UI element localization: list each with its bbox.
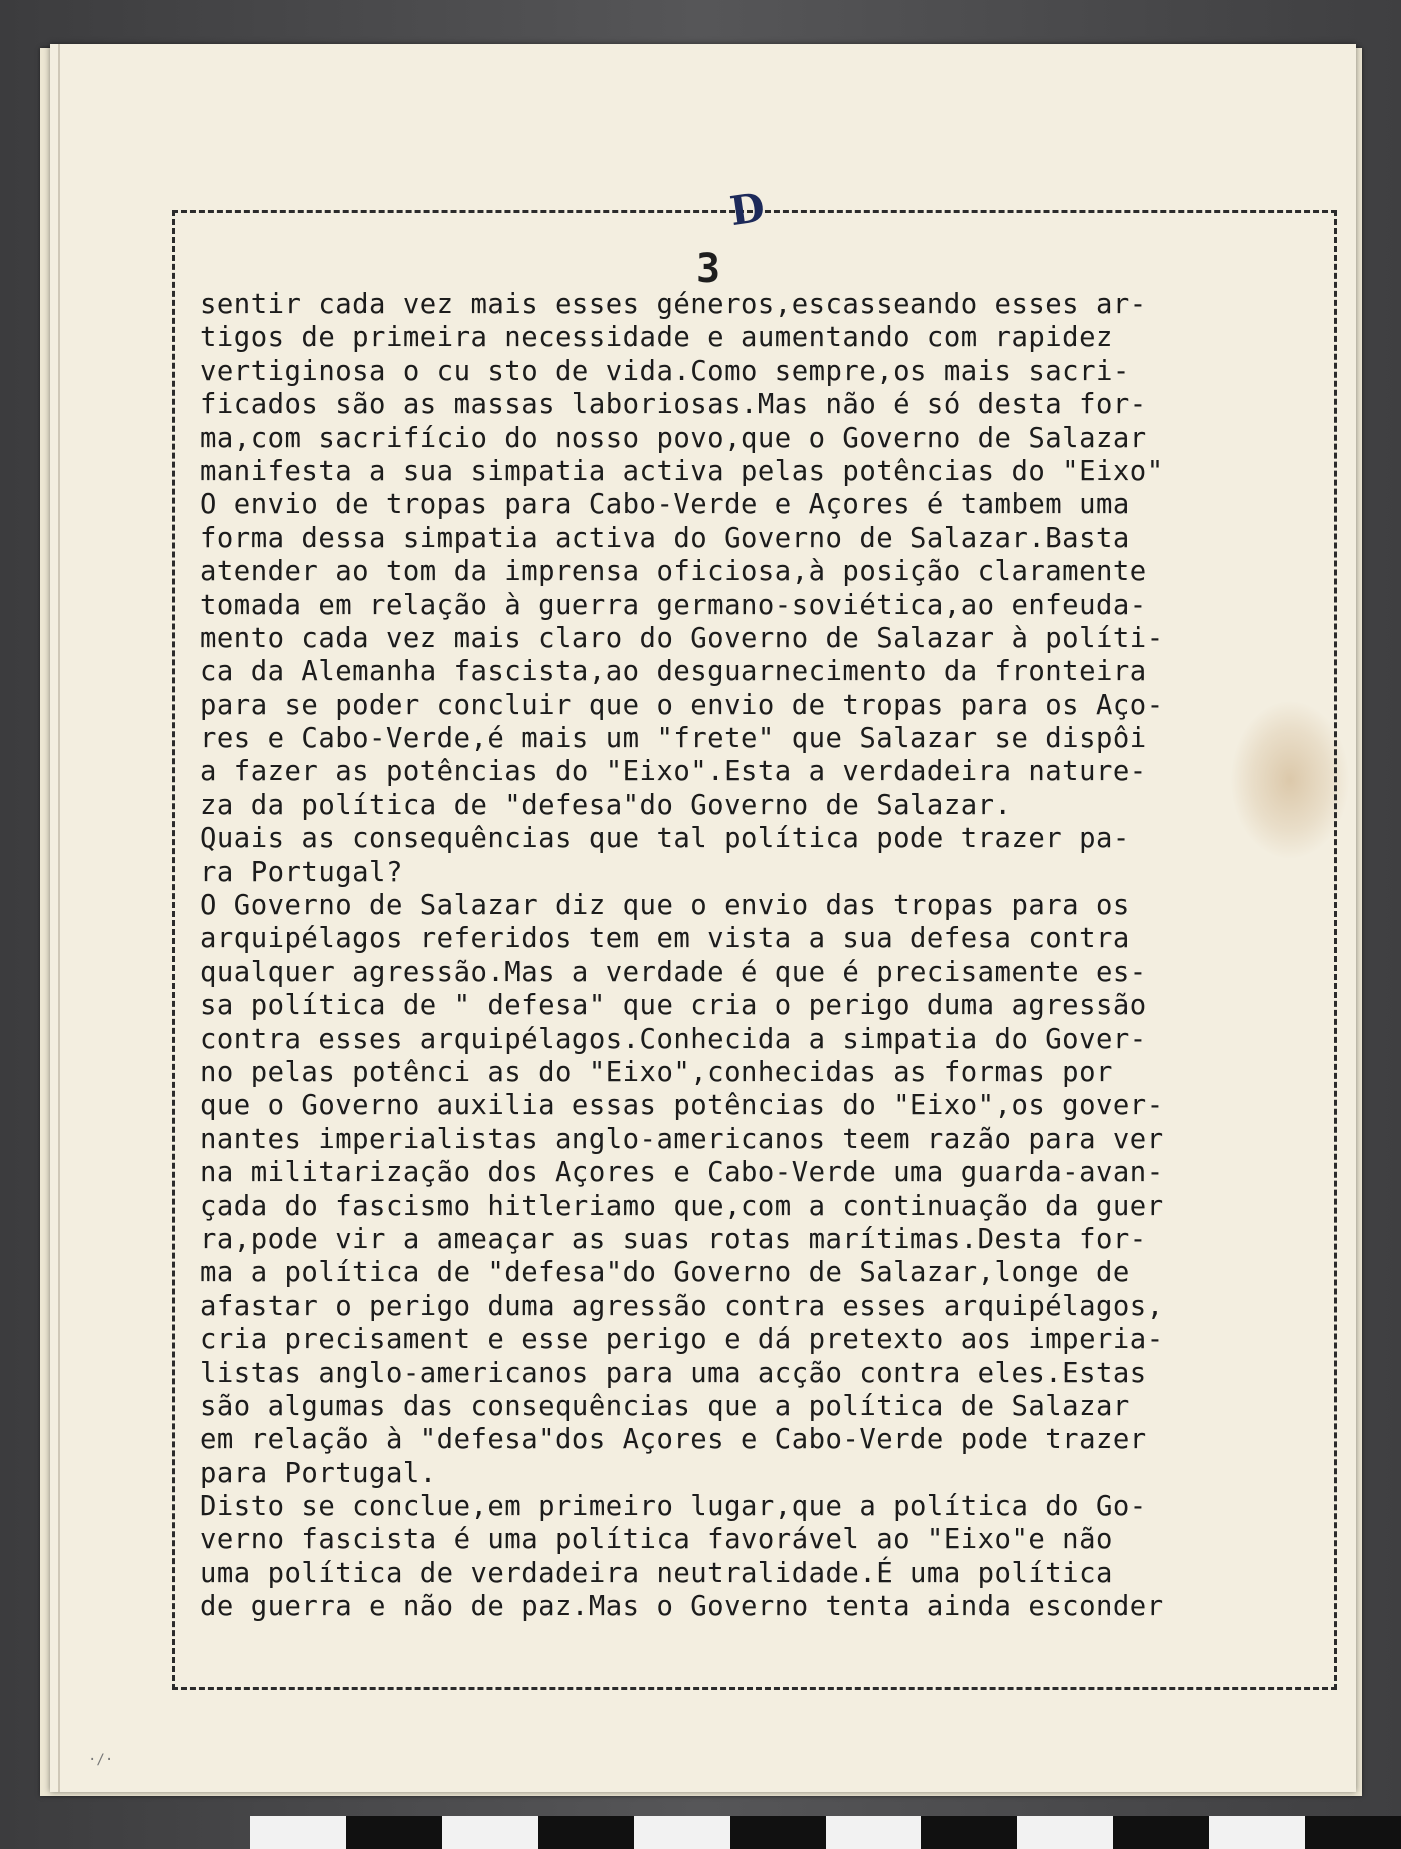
text-line: O Governo de Salazar diz que o envio das tropas para os [200,889,1130,922]
text-line: arquipélagos referidos tem em vista a sua defesa contra [200,922,1130,955]
text-line: contra esses arquipélagos.Conhecida a simpatia do Gover- [200,1022,1147,1055]
text-line: verno fascista é uma política favorável ao "Eixo"e não [200,1523,1113,1556]
text-line: tomada em relação à guerra germano-soviética,ao enfeuda- [200,588,1147,621]
text-line: ma,com sacrifício do nosso povo,que o Governo de Salazar [200,421,1147,454]
text-line: cria precisament e esse perigo e dá pretexto aos imperia- [200,1323,1164,1356]
ruler-segment [250,1816,346,1849]
text-line: manifesta a sua simpatia activa pelas potências do "Eixo" [200,454,1164,487]
text-line: vertiginosa o cu sto de vida.Como sempre,os mais sacri- [200,354,1130,387]
text-line: ra,pode vir a ameaçar as suas rotas marítimas.Desta for- [200,1222,1147,1255]
text-line: que o Governo auxilia essas potências do "Eixo",os gover- [200,1089,1164,1122]
typewritten-body [200,288,1330,1624]
text-line: ca da Alemanha fascista,ao desguarnecimento da fronteira [200,655,1147,688]
text-line: para Portugal. [200,1456,437,1489]
text-line: sentir cada vez mais esses géneros,escasseando esses ar- [200,288,1147,320]
paper-edge-shadow [58,44,60,1792]
text-line: qualquer agressão.Mas a verdade é que é precisamente es- [200,955,1147,988]
ruler-segment [1209,1816,1305,1849]
text-line: sa política de " defesa" que cria o perigo duma agressão [200,989,1147,1022]
ruler-segment [730,1816,826,1849]
text-line: za da política de "defesa"do Governo de Salazar. [200,788,1012,821]
ruler-segment [1305,1816,1401,1849]
ruler-segment [826,1816,922,1849]
text-line: nantes imperialistas anglo-americanos teem razão para ver [200,1122,1164,1155]
text-line: ficados são as massas laboriosas.Mas não é só desta for- [200,388,1147,421]
ruler-segment [538,1816,634,1849]
text-line: ma a política de "defesa"do Governo de Salazar,longe de [200,1256,1130,1289]
text-line: Disto se conclue,em primeiro lugar,que a política do Go- [200,1490,1147,1523]
ruler-segment [1113,1816,1209,1849]
page-number: 3 [696,246,721,292]
ruler-segment [346,1816,442,1849]
text-line: Quais as consequências que tal política pode trazer pa- [200,822,1130,855]
text-line: a fazer as potências do "Eixo".Esta a verdadeira nature- [200,755,1147,788]
text-line: na militarização dos Açores e Cabo-Verde uma guarda-avan- [200,1156,1164,1189]
text-line: para se poder concluir que o envio de tropas para os Aço- [200,688,1164,721]
text-line: O envio de tropas para Cabo-Verde e Açores é tambem uma [200,488,1130,521]
text-line: ra Portugal? [200,855,403,888]
handwritten-mark: D [726,183,768,236]
ruler-segment [921,1816,1017,1849]
ruler-segment [1017,1816,1113,1849]
ruler-segment [634,1816,730,1849]
text-line: listas anglo-americanos para uma acção contra eles.Estas [200,1356,1147,1389]
text-line: no pelas potênci as do "Eixo",conhecidas as formas por [200,1055,1113,1088]
text-line: em relação à "defesa"dos Açores e Cabo-Verde pode trazer [200,1423,1147,1456]
text-line: tigos de primeira necessidade e aumentando com rapidez [200,321,1113,354]
text-line: são algumas das consequências que a política de Salazar [200,1389,1130,1422]
text-line: uma política de verdadeira neutralidade.É uma política [200,1556,1113,1589]
text-line: res e Cabo-Verde,é mais um "frete" que Salazar se dispôi [200,722,1147,755]
text-line: atender ao tom da imprensa oficiosa,à posição claramente [200,555,1147,588]
text-line: afastar o perigo duma agressão contra esses arquipélagos, [200,1289,1164,1322]
corner-scribble: ·/· [88,1752,114,1768]
text-line: de guerra e não de paz.Mas o Governo tenta ainda esconder [200,1590,1164,1623]
text-line: forma dessa simpatia activa do Governo de Salazar.Basta [200,521,1130,554]
text-line: çada do fascismo hitleriamo que,com a continuação da guer [200,1189,1164,1222]
text-line: mento cada vez mais claro do Governo de Salazar à políti- [200,621,1164,654]
scale-ruler [250,1816,1401,1849]
ruler-segment [442,1816,538,1849]
